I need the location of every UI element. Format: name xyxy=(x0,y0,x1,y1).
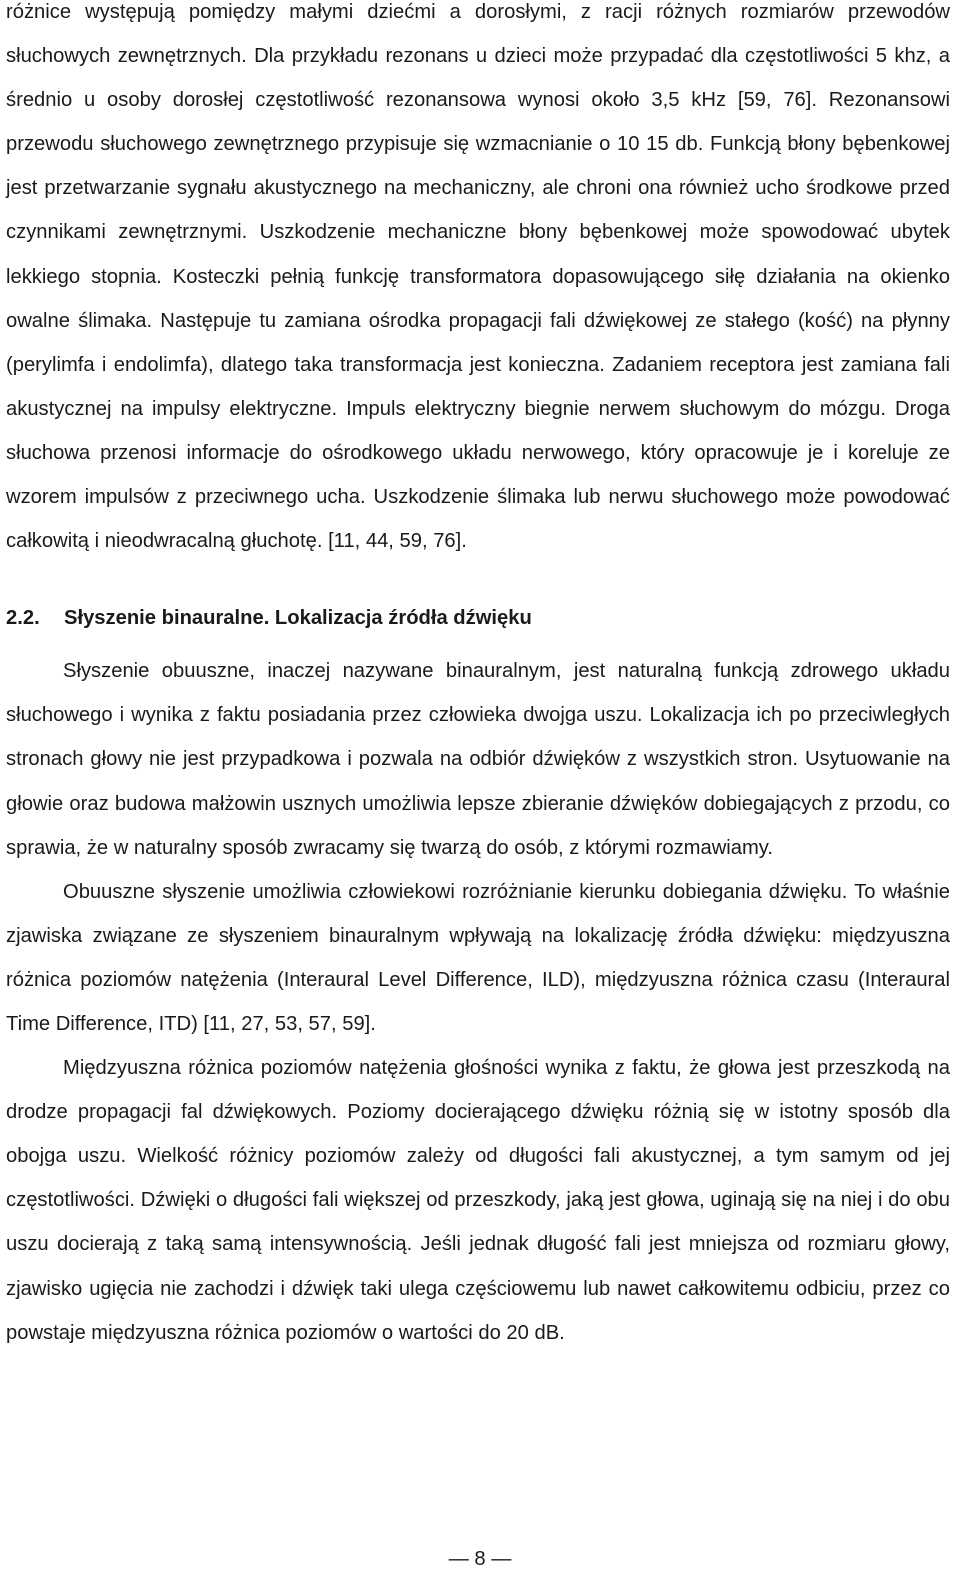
section-number: 2.2. xyxy=(6,607,40,630)
page-content xyxy=(6,0,950,1355)
intro-paragraph: różnice występują pomiędzy małymi dziećmi a dorosłymi, z racji różnych rozmiarów przewodów słuchowych zewnętrznych. Dla przykładu rezonans u dzieci może przypadać dla częstotliwości 5 khz, a średnio u osoby dorosłej częstotliwość rezonansowa wynosi około 3,5 kHz [59, 76]. Rezonansowi przewodu słuchowego zewnętrznego przypisuje się wzmacnianie o 10 15 db. Funkcją błony bębenkowej jest przetwarzanie sygnału akustycznego na mechaniczny, ale chroni ona również ucho środkowe przed czynnikami zewnętrznymi. Uszkodzenie mechaniczne błony bębenkowej może spowodować ubytek lekkiego stopnia. Kosteczki pełnią funkcję transformatora dopasowującego siłę działania na okienko owalne ślimaka. Następuje tu zamiana ośrodka propagacji fali dźwiękowej ze stałego (kość) na płynny (perylimfa i endolimfa), dlatego taka transformacja jest konieczna. Zadaniem receptora jest zamiana fali akustycznej na impulsy elektryczne. Impuls elektryczny biegnie nerwem słuchowym do mózgu. Droga słuchowa przenosi informacje do ośrodkowego układu nerwowego, który opracowuje je i koreluje ze wzorem impulsów z przeciwnego ucha. Uszkodzenie ślimaka lub nerwu słuchowego może powodować całkowitą i nieodwracalną głuchotę. [11, 44, 59, 76]. xyxy=(6,1,950,553)
body-paragraph: Słyszenie obuuszne, inaczej nazywane binauralnym, jest naturalną funkcją zdrowego układu słuchowego i wynika z faktu posiadania przez człowieka dwojga uszu. Lokalizacja ich po przeciwległych stronach głowy nie jest przypadkowa i pozwala na odbiór dźwięków z wszystkich stron. Usytuowanie na głowie oraz budowa małżowin usznych umożliwia lepsze zbieranie dźwięków dobiegających z przodu, co sprawia, że w naturalny sposób zwracamy się twarzą do osób, z którymi rozmawiamy. xyxy=(6,660,950,859)
section-title: Słyszenie binauralne. Lokalizacja źródła dźwięku xyxy=(64,607,532,630)
section-heading xyxy=(6,596,950,640)
page-number-dash-left: — xyxy=(448,1548,475,1570)
body-paragraph: Obuuszne słyszenie umożliwia człowiekowi rozróżnianie kierunku dobiegania dźwięku. To właśnie zjawiska związane ze słyszeniem binauralnym wpływają na lokalizację źródła dźwięku: międzyuszna różnica poziomów natężenia (Interaural Level Difference, ILD), międzyuszna różnica czasu (Interaural Time Difference, ITD) [11, 27, 53, 57, 59]. xyxy=(6,880,950,1035)
page-number: 8 xyxy=(474,1548,486,1570)
body-paragraph: Międzyuszna różnica poziomów natężenia głośności wynika z faktu, że głowa jest przeszkodą na drodze propagacji fal dźwiękowych. Poziomy docierającego dźwięku różnią się w istotny sposób dla obojga uszu. Wielkość różnicy poziomów zależy od długości fali akustycznej, a tym samym od jej częstotliwości. Dźwięki o długości fali większej od przeszkody, jaką jest głowa, uginają się na niej i do obu uszu docierają z taką samą intensywnością. Jeśli jednak długość fali jest mniejsza od rozmiaru głowy, zjawisko ugięcia nie zachodzi i dźwięk taki ulega częściowemu lub nawet całkowitemu odbiciu, przez co powstaje międzyuszna różnica poziomów o wartości do 20 dB. xyxy=(6,1057,950,1344)
page-number-dash-right: — xyxy=(485,1548,512,1570)
page-footer xyxy=(0,1547,960,1571)
